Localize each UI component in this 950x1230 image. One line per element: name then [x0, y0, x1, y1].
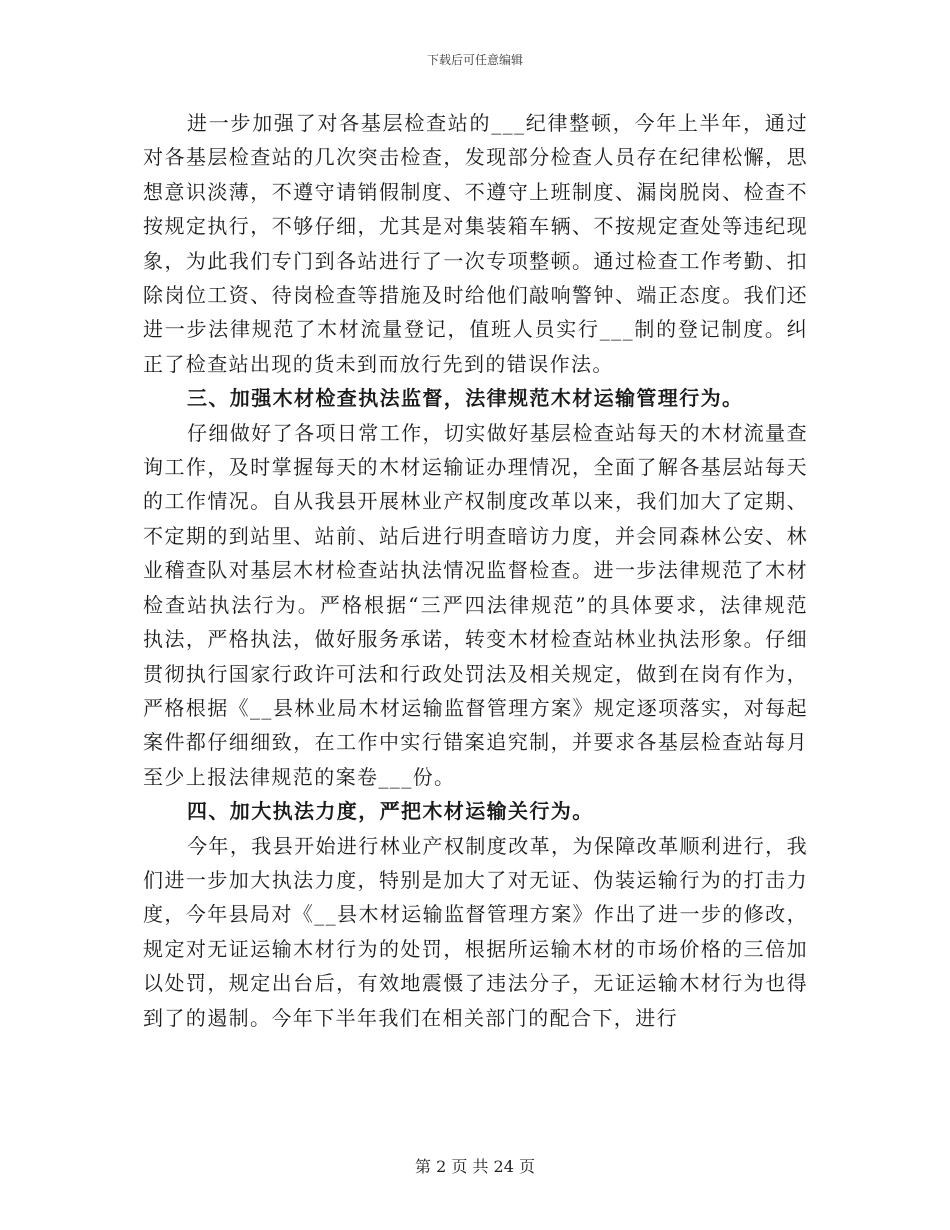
body-paragraph: 今年，我县开始进行林业产权制度改革，为保障改革顺利进行，我们进一步加大执法力度，特别是加大了对无证、伪装运输行为的打击力度，今年县局对《__县木材运输监督管理方案》作出了进一步的修改，规定对无证运输木材行为的处罚，根据所运输木材的市场价格的三倍加以处罚，规定出台后，有效地震慑了违法分子，无证运输木材行为也得到了的遏制。今年下半年我们在相关部门的配合下，进行 [143, 833, 808, 1030]
page-number: 第 2 页 共 24 页 [415, 1157, 535, 1176]
body-paragraph: 仔细做好了各项日常工作，切实做好基层检查站每天的木材流量查询工作，及时掌握每天的木材运输证办理情况，全面了解各基层站每天的工作情况。自从我县开展林业产权制度改革以来，我们加大了定期、不定期的到站里、站前、站后进行明查暗访力度，并会同森林公安、林业稽查队对基层木材检查站执法情况监督检查。进一步法律规范了木材检查站执法行为。严格根据“三严四法律规范”的具体要求，法律规范执法，严格执法，做好服务承诺，转变木材检查站林业执法形象。仔细贯彻执行国家行政许可法和行政处罚法及相关规定，做到在岗有作为，严格根据《__县林业局木材运输监督管理方案》规定逐项落实，对每起案件都仔细细致，在工作中实行错案追究制，并要求各基层检查站每月至少上报法律规范的案卷___份。 [143, 420, 808, 789]
document-body [143, 106, 808, 1035]
section-heading-4: 四、加大执法力度，严把木材运输关行为。 [187, 799, 594, 824]
section-heading-3: 三、加强木材检查执法监督，法律规范木材运输管理行为。 [187, 386, 744, 411]
body-paragraph: 进一步加强了对各基层检查站的___纪律整顿，今年上半年，通过对各基层检查站的几次突击检查，发现部分检查人员存在纪律松懈，思想意识淡薄，不遵守请销假制度、不遵守上班制度、漏岗脱岗、检查不按规定执行，不够仔细，尤其是对集装箱车辆、不按规定查处等违纪现象，为此我们专门到各站进行了一次专项整顿。通过检查工作考勤、扣除岗位工资、待岗检查等措施及时给他们敲响警钟、端正态度。我们还进一步法律规范了木材流量登记，值班人员实行___制的登记制度。纠正了检查站出现的货未到而放行先到的错误作法。 [143, 111, 808, 376]
page-header: 下载后可任意编辑 [426, 53, 523, 67]
